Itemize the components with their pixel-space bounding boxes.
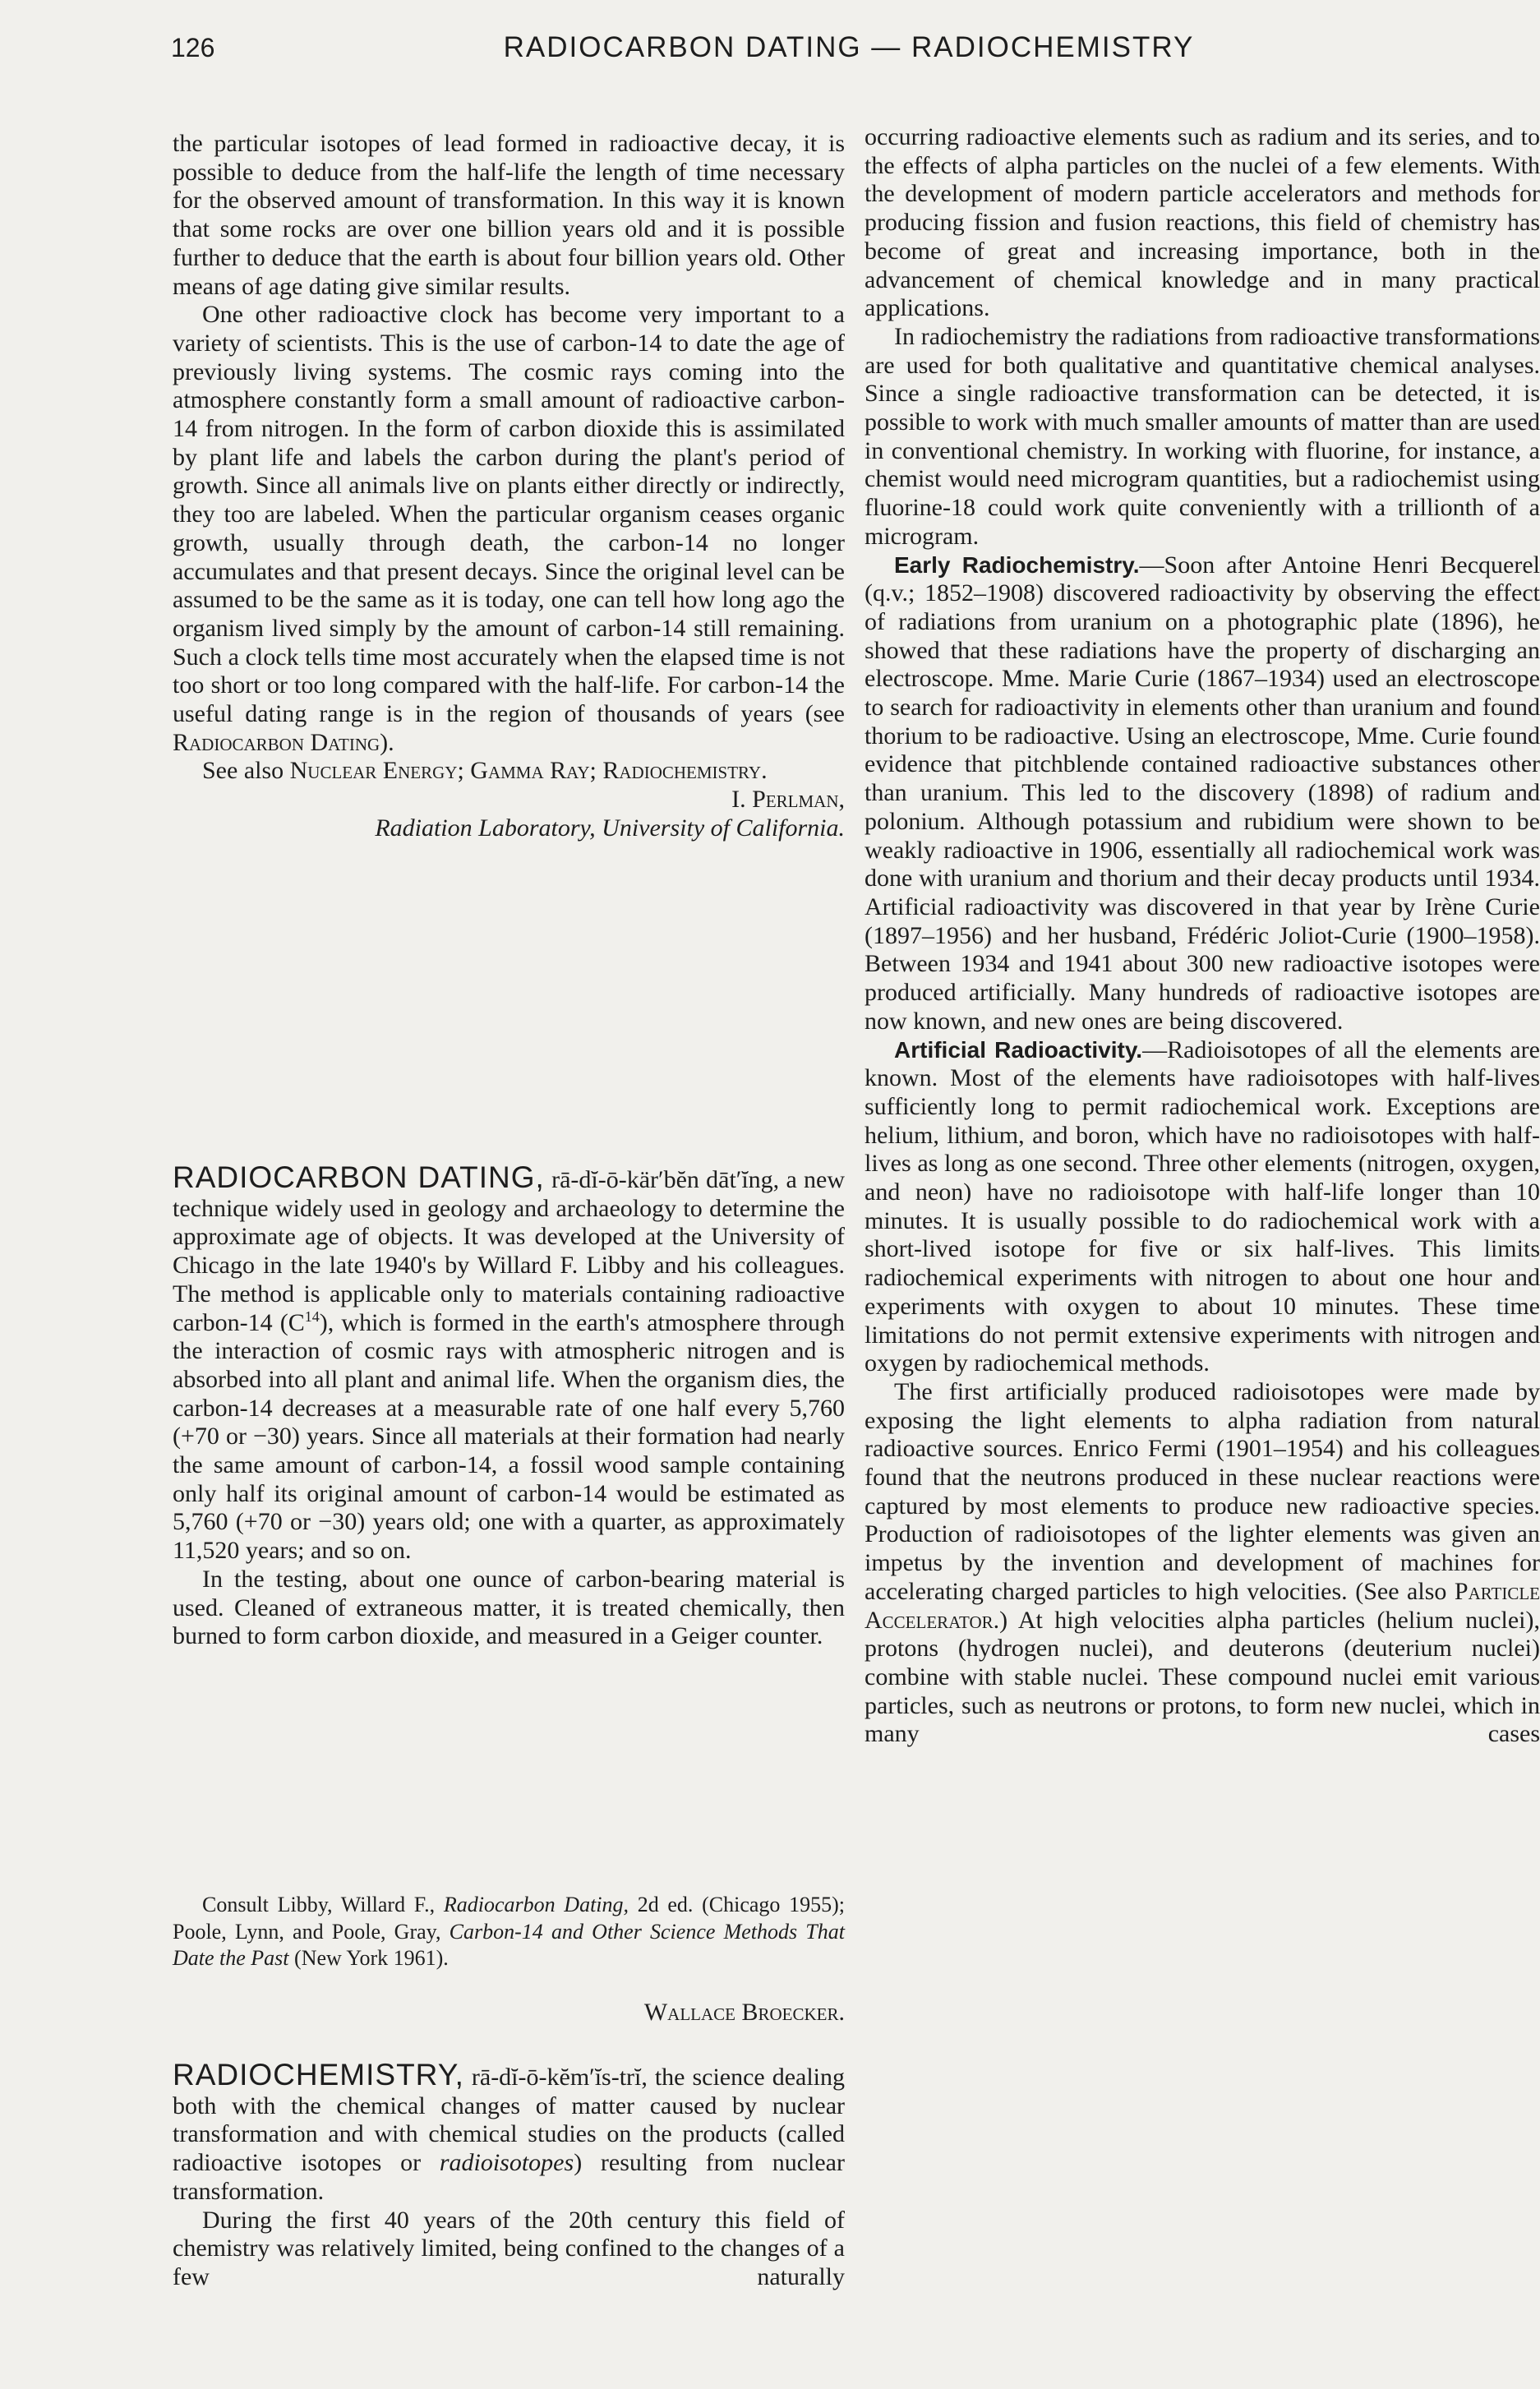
text-run: I. Perlman, — [731, 786, 845, 814]
text-run: The first artificially produced radioisotopes were made by exposing the light elements to alpha radiation from natural radioactive sources. Enrico Fermi (1901–1954) and his colleagues found that the neutrons produced in these nuclear reactions were captured by most elements to produce new radioactive species. Production of radioisotopes of the lighter elements was given an impetus by the invention and development of machines for accelerating charged particles to high velocities. (See also — [865, 1377, 1540, 1605]
paragraph — [173, 2207, 845, 2292]
paragraph — [173, 1892, 845, 1972]
paragraph — [865, 123, 1540, 323]
section-heading: Artificial Radioactivity. — [894, 1036, 1143, 1063]
paragraph — [865, 551, 1540, 1036]
text-run: —Soon after Antoine Henri Becquerel (q.v.; 1852–1908) discovered radioactivity by observing the effect of radiations from uranium on a photographic plate (1896), he showed that these radiations have the property of discharging an electroscope. Mme. Marie Curie (1867–1934) used an electroscope to search for radioactivity in elements other than uranium and found thorium to be radioactive. Using an electroscope, Mme. Curie found evidence that pitchblende contained radioactive substances other than uranium. This led to the discovery (1898) of radium and polonium. Although potassium and rubidium were shown to be weakly radioactive in 1906, essentially all radiochemical work was done with uranium and thorium and their decay products until 1934. Artificial radioactivity was discovered in that year by Irène Curie (1897–1956) and her husband, Frédéric Joliot-Curie (1900–1958). Between 1934 and 1941 about 300 new radioactive isotopes were produced artificially. Many hundreds of radioactive isotopes are now known, and new ones are being discovered. — [865, 551, 1540, 1035]
text-run: ). — [380, 728, 394, 756]
radiochemistry-article — [173, 2058, 845, 2292]
text-run: In the testing, about one ounce of carbon-bearing material is used. Cleaned of extraneous matter, it is treated chemically, then burned to form carbon dioxide, and measured in a Geiger counter. — [173, 1565, 845, 1650]
running-head: RADIOCARBON DATING — RADIOCHEMISTRY — [503, 31, 1195, 63]
text-run: occurring radioactive elements such as radium and its series, and to the effects of alpha particles on the nuclei of a few elements. With the development of modern particle accelerators and methods for producing fission and fusion reactions, this field of chemistry has become of great and increasing importance, both in the advancement of chemical knowledge and in many practical applications. — [865, 123, 1540, 322]
bibliography — [173, 1892, 845, 1972]
text-run: ) resulting from nuclear transformation. — [173, 2149, 845, 2205]
paragraph — [173, 1999, 845, 2027]
page-number: 126 — [171, 33, 215, 62]
text-run: Consult Libby, Willard F., — [202, 1893, 444, 1916]
radiochemistry-article-continued — [865, 123, 1540, 1749]
entry-heading: RADIOCHEMISTRY, — [173, 2058, 464, 2092]
text-run: Radiation Laboratory, University of California. — [375, 814, 845, 842]
paragraph — [865, 1036, 1540, 1378]
text-run: Radiocarbon Dating, — [443, 1893, 629, 1916]
text-run: (New York 1961). — [288, 1946, 449, 1971]
radioactivity-article-end — [173, 130, 845, 843]
text-run: In radiochemistry the radiations from radioactive transformations are used for both qualitative and quantitative chemical analyses. Since a single radioactive transformation can be detected, it is possible to work with much smaller amounts of matter than are used in conventional chemistry. In working with fluorine, for instance, a chemist would need microgram quantities, but a radiochemist using fluorine-18 could work quite conveniently with a trillionth of a microgram. — [865, 322, 1540, 550]
paragraph — [865, 1378, 1540, 1749]
text-run: Wallace Broecker. — [643, 1999, 845, 2026]
text-run: One other radioactive clock has become very important to a variety of scientists. This is the use of carbon-14 to date the age of previously living systems. The cosmic rays coming into the atmosphere constantly form a small amount of radioactive carbon-14 from nitrogen. In the form of carbon dioxide this is assimilated by plant life and labels the carbon during the plant's period of growth. Since all animals live on plants either directly or indirectly, they too are labeled. When the particular organism ceases organic growth, usually through death, the carbon-14 no longer accumulates and that present decays. Since the original level can be assumed to be the same as it is today, one can tell how long ago the organism lived simply by the amount of carbon-14 still remaining. Such a clock tells time most accurately when the elapsed time is not too short or too long compared with the half-life. For carbon-14 the useful dating range is in the region of thousands of years (see — [173, 301, 845, 728]
paragraph — [173, 1160, 845, 1566]
paragraph — [173, 301, 845, 757]
author-signature — [173, 1999, 845, 2027]
text-run: rā-dĭ-ō-kĕm′ĭs-trĭ, the science dealing both with the chemical changes of matter caused by nuclear transformation and with chemical studies on the products (called radioactive isotopes or — [173, 2064, 845, 2177]
text-run: During the first 40 years of the 20th century this field of chemistry was relatively limited, being confined to the changes of a few naturally — [173, 2206, 845, 2290]
paragraph — [173, 1566, 845, 1651]
paragraph — [173, 757, 845, 786]
text-run: 2d ed. (Chicago 1955); Poole, Lynn, and Poole, Gray, — [173, 1893, 845, 1944]
paragraph — [173, 786, 845, 814]
text-run: . — [761, 757, 768, 785]
radiocarbon-dating-article — [173, 1160, 845, 1651]
text-run: the particular isotopes of lead formed in radioactive decay, it is possible to deduce from the half-life the length of time necessary for the observed amount of transformation. In this way it is known that some rocks are over one billion years old and it is possible further to deduce that the earth is about four billion years old. Other means of age dating give similar results. — [173, 130, 845, 300]
paragraph — [173, 130, 845, 301]
text-run: Radiocarbon Dating — [173, 728, 380, 756]
paragraph — [173, 2058, 845, 2207]
text-run: Carbon-14 and Other Science Methods That Date the Past — [173, 1919, 845, 1971]
text-run: ), which is formed in the earth's atmosphere through the interaction of cosmic rays with atmospheric nitrogen and is absorbed into all plant and animal life. When the organism dies, the carbon-14 decreases at a measurable rate of one half every 5,760 (+70 or −30) years. Since all materials at their formation had nearly the same amount of carbon-14, a fossil wood sample containing only half its original amount of carbon-14 would be estimated as 5,760 (+70 or −30) years old; one with a quarter, as approximately 11,520 years; and so on. — [173, 1308, 845, 1565]
paragraph — [173, 814, 845, 843]
paragraph — [865, 323, 1540, 551]
entry-heading: RADIOCARBON DATING, — [173, 1160, 545, 1194]
text-run: 14 — [304, 1307, 320, 1325]
text-run: Nuclear Energy; Gamma Ray; Radiochemistry — [289, 757, 762, 785]
text-run: radioisotopes — [439, 2149, 574, 2177]
text-run: —Radioisotopes of all the elements are known. Most of the elements have radioisotopes with half-lives sufficiently long to permit radiochemical work. Exceptions are helium, lithium, and boron, which have no radioisotopes with half-lives as long as one second. Three other elements (nitrogen, oxygen, and neon) have no radioisotope with half-life longer than 10 minutes. It is usually possible to do radiochemical work with a short-lived isotope for five or six half-lives. This limits radiochemical experiments with nitrogen to about one hour and experiments with oxygen to about 10 minutes. These time limitations do not permit extensive experiments with nitrogen and oxygen by radiochemical methods. — [865, 1035, 1540, 1377]
section-heading: Early Radiochemistry. — [894, 551, 1140, 578]
text-run: See also — [202, 757, 290, 785]
text-run: Particle Accelerator — [865, 1577, 1540, 1634]
text-run: .) At high velocities alpha particles (helium nuclei), protons (hydrogen nuclei), and deuterons (deuterium nuclei) combine with stable nuclei. These compound nuclei emit various particles, such as neutrons or protons, to form new nuclei, which in many cases — [865, 1606, 1540, 1748]
text-run: rā-dĭ-ō-kär′bĕn dāt′ĭng, a new technique widely used in geology and archaeology to determine the approximate age of objects. It was developed at the University of Chicago in the late 1940's by Willard F. Libby and his colleagues. The method is applicable only to materials containing radioactive carbon-14 (C — [173, 1166, 845, 1336]
